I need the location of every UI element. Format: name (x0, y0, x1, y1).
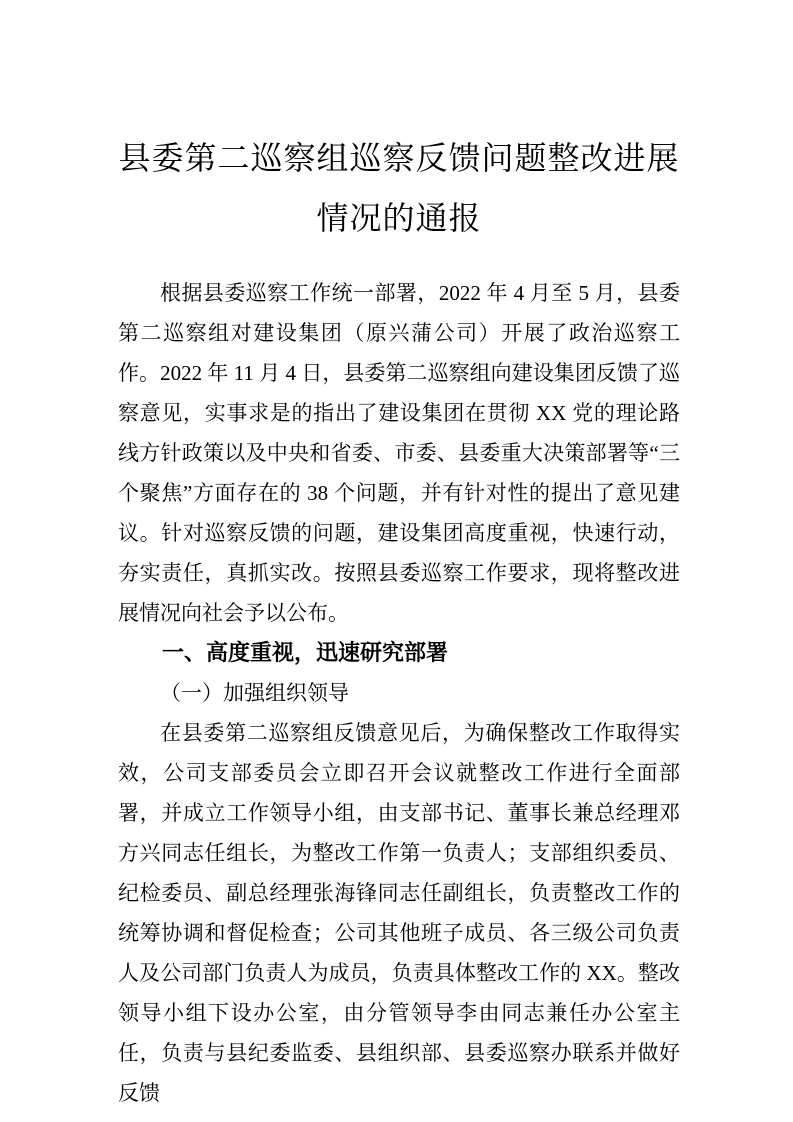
subsection-1-1-heading: （一）加强组织领导 (160, 681, 349, 705)
intro-paragraph: 根据县委巡察工作统一部署，2022 年 4 月至 5 月，县委第二巡察组对建设集团（原兴蒲公司）开展了政治巡察工作。2022 年 11 月 4 日，县委第二巡察组向建设集团反馈了巡察意见，实事求是的指出了建设集团在贯彻 XX 党的理论路线方针政策以及中央和省委、市委、县委重大决策部署等“三个聚焦”方面存在的 38 个问题，并有针对性的提出了意见建议。针对巡察反馈的问题，建设集团高度重视，快速行动，夯实责任，真抓实改。按照县委巡察工作要求，现将整改进展情况向社会予以公布。 (118, 281, 680, 625)
subsection-1-1-body-paragraph: 在县委第二巡察组反馈意见后，为确保整改工作取得实效，公司支部委员会立即召开会议就整改工作进行全面部署，并成立工作领导小组，由支部书记、董事长兼总经理邓方兴同志任组长，为整改工作第一负责人；支部组织委员、纪检委员、副总经理张海锋同志任副组长，负责整改工作的统筹协调和督促检查；公司其他班子成员、各三级公司负责人及公司部门负责人为成员，负责具体整改工作的 XX。整改领导小组下设办公室，由分管领导李由同志兼任办公室主任，负责与县纪委监委、县组织部、县委巡察办联系并做好反馈 (118, 721, 680, 1105)
section-1-heading: 一、高度重视，迅速研究部署 (162, 640, 449, 665)
document-title: 县委第二巡察组巡察反馈问题整改进展情况的通报 (118, 140, 680, 236)
document-content (118, 128, 680, 1113)
